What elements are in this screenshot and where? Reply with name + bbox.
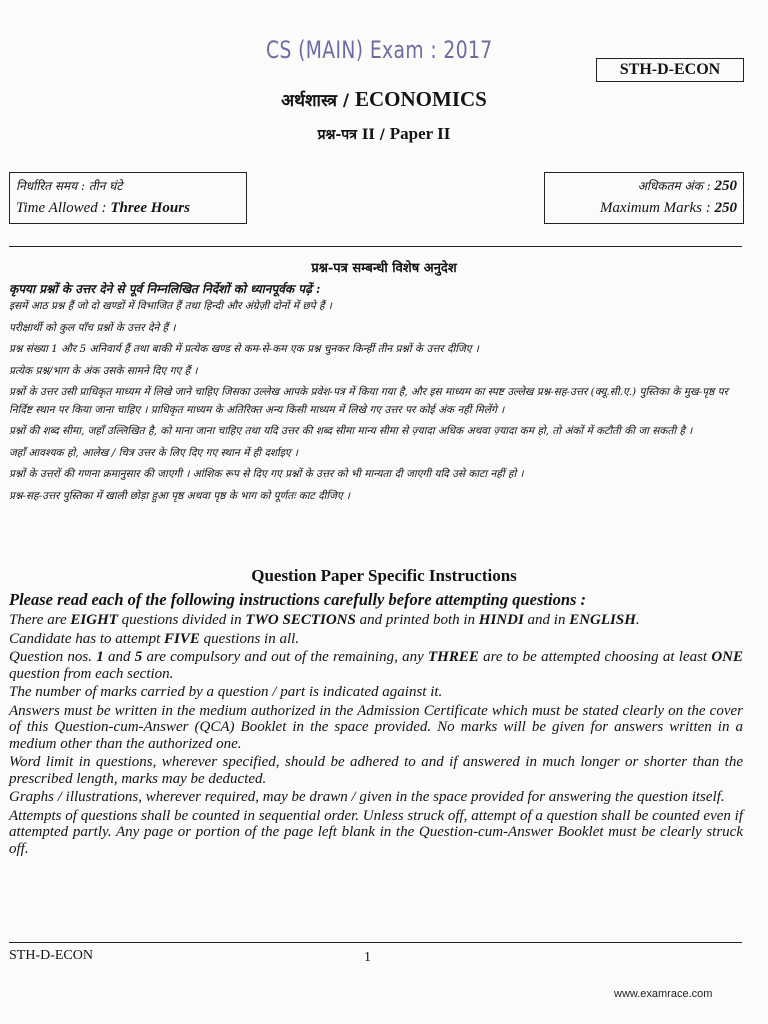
maximum-marks-english bbox=[551, 197, 737, 219]
hindi-instructions-list bbox=[9, 298, 744, 509]
maximum-marks-box bbox=[544, 172, 744, 224]
time-allowed-box bbox=[9, 172, 247, 224]
hindi-instruction-item: प्रत्येक प्रश्न/भाग के अंक उसके सामने दिए गए हैं । bbox=[9, 364, 198, 377]
english-instructions-lead: Please read each of the following instructions carefully before attempting questions : bbox=[9, 590, 587, 609]
title-hindi: अर्थशास्त्र / bbox=[281, 91, 355, 111]
hindi-instruction-item: प्रश्न संख्या 1 और 5 अनिवार्य हैं तथा बाकी में प्रत्येक खण्ड से कम-से-कम एक प्रश्न चुनकर किन्हीं तीन प्रश्नों के उत्तर दीजिए । bbox=[9, 343, 479, 355]
maximum-marks-label: Maximum Marks : bbox=[599, 200, 715, 216]
text-run-bold: THREE bbox=[427, 649, 479, 665]
footer-paper-code: STH-D-ECON bbox=[9, 948, 93, 963]
english-instruction-item: The number of marks carried by a question / part is indicated against it. bbox=[9, 684, 443, 700]
text-run-bold: EIGHT bbox=[70, 612, 118, 628]
text-run: and printed both in bbox=[355, 612, 479, 628]
text-run: are to be attempted choosing at least bbox=[478, 649, 712, 665]
text-run-bold: TWO SECTIONS bbox=[245, 612, 356, 628]
english-instruction-item: Graphs / illustrations, wherever required, may be drawn / given in the space provided for answering the question itself. bbox=[9, 789, 725, 805]
hindi-instruction-item: इसमें आठ प्रश्न हैं जो दो खण्डों में विभाजित हैं तथा हिन्दी और अंग्रेज़ी दोनों में छपे हैं । bbox=[9, 300, 332, 312]
time-allowed-hindi: निर्धारित समय : तीन घंटे bbox=[16, 179, 123, 193]
divider-top bbox=[9, 246, 742, 247]
text-run: and in bbox=[523, 612, 570, 628]
hindi-instruction-item: प्रश्नों के उत्तर उसी प्राधिकृत माध्यम में लिखे जाने चाहिए जिसका उल्लेख आपके प्रवेश-पत्र में किया गया है, और इस माध्यम का स्पष्ट उल्लेख प्रश्न-सह-उत्तर (क्यू.सी.ए.) पुस्तिका के मुख-पृष्ठ पर निर्दिष्ट स्थान पर किया जाना चाहिए । प्राधिकृत माध्यम के अतिरिक्त अन्य किसी माध्यम में लिखे गए उत्तर पर कोई अंक नहीं मिलेंगे । bbox=[9, 386, 728, 416]
english-instruction-item: Answers must be written in the medium authorized in the Admission Certificate which must be stated clearly on the cover of this Question-cum-Answer (QCA) Booklet in the space provided. No marks will be given for answers written in a medium other than the authorized one. bbox=[9, 702, 743, 752]
site-watermark: www.examrace.com bbox=[614, 988, 713, 1000]
text-run: . bbox=[635, 612, 640, 628]
paper-subtitle bbox=[0, 124, 768, 144]
text-run: questions divided in bbox=[117, 612, 246, 628]
time-allowed-label: Time Allowed : bbox=[16, 200, 111, 216]
paper-code-box: STH-D-ECON bbox=[596, 58, 744, 82]
divider-bottom bbox=[9, 942, 742, 943]
maximum-marks-hindi-label: अधिकतम अंक : bbox=[637, 179, 715, 193]
english-instruction-item bbox=[9, 631, 743, 648]
maximum-marks-hindi-value: 250 bbox=[714, 178, 737, 194]
subtitle-english: Paper II bbox=[389, 124, 451, 143]
exam-stamp: CS (MAIN) Exam : 2017 bbox=[266, 36, 493, 64]
english-instructions-heading: Question Paper Specific Instructions bbox=[251, 566, 517, 585]
hindi-instruction-item: जहाँ आवश्यक हो, आलेख / चित्र उत्तर के लिए दिए गए स्थान में ही दर्शाइए । bbox=[9, 446, 299, 459]
text-run-bold: FIVE bbox=[164, 630, 200, 647]
english-instruction-item: Attempts of questions shall be counted in sequential order. Unless struck off, attempt of a question shall be counted even if attempted partly. Any page or portion of the page left blank in the Question-cum-Answer Booklet must be clearly struck off. bbox=[9, 807, 743, 857]
maximum-marks-value: 250 bbox=[714, 200, 737, 216]
text-run-bold: ENGLISH bbox=[569, 612, 636, 628]
maximum-marks-hindi bbox=[551, 175, 737, 197]
english-instructions-list bbox=[9, 612, 743, 859]
english-instruction-item bbox=[9, 649, 743, 682]
time-allowed-value: Three Hours bbox=[110, 200, 190, 216]
text-run-bold: 5 bbox=[134, 649, 143, 665]
hindi-instructions-lead: कृपया प्रश्नों के उत्तर देने से पूर्व निम्नलिखित निर्देशों को ध्यानपूर्वक पढ़ें : bbox=[9, 282, 321, 296]
hindi-instruction-item: प्रश्न-सह-उत्तर पुस्तिका में खाली छोड़ा हुआ पृष्ठ अथवा पृष्ठ के भाग को पूर्णतः काट दीजिए । bbox=[9, 489, 350, 502]
hindi-instructions-heading: प्रश्न-पत्र सम्बन्धी विशेष अनुदेश bbox=[311, 261, 457, 276]
text-run: questions in all. bbox=[199, 630, 300, 647]
text-run: Candidate has to attempt bbox=[9, 630, 164, 647]
text-run: There are bbox=[9, 612, 71, 628]
title-english: ECONOMICS bbox=[355, 87, 487, 111]
text-run: question from each section. bbox=[9, 665, 174, 682]
english-instruction-item bbox=[9, 612, 743, 629]
text-run: and bbox=[103, 649, 135, 665]
text-run-bold: 1 bbox=[96, 649, 104, 665]
page-number: 1 bbox=[364, 950, 371, 965]
subtitle-hindi: प्रश्न-पत्र II / bbox=[317, 127, 390, 143]
time-allowed-english bbox=[16, 197, 240, 219]
hindi-instruction-item: प्रश्नों के उत्तरों की गणना क्रमानुसार की जाएगी । आंशिक रूप से दिए गए प्रश्नों के उत्तर को भी मान्यता दी जाएगी यदि उसे काटा नहीं हो । bbox=[9, 468, 524, 480]
text-run: are compulsory and out of the remaining, any bbox=[142, 649, 428, 665]
text-run-bold: HINDI bbox=[478, 612, 524, 628]
text-run-bold: ONE bbox=[711, 649, 744, 665]
english-instruction-item: Word limit in questions, wherever specified, should be adhered to and if answered in much longer or shorter than the prescribed length, marks may be deducted. bbox=[9, 754, 743, 787]
text-run: Question nos. bbox=[9, 649, 97, 665]
hindi-instruction-item: परीक्षार्थी को कुल पाँच प्रश्नों के उत्तर देने हैं । bbox=[9, 321, 176, 334]
hindi-instruction-item: प्रश्नों की शब्द सीमा, जहाँ उल्लिखित है, को माना जाना चाहिए तथा यदि उत्तर की शब्द सीमा मान्य सीमा से ज़्यादा अधिक अथवा ज़्यादा कम हो, तो अंकों में कटौती की जा सकती है । bbox=[9, 425, 693, 437]
paper-title bbox=[0, 87, 768, 112]
